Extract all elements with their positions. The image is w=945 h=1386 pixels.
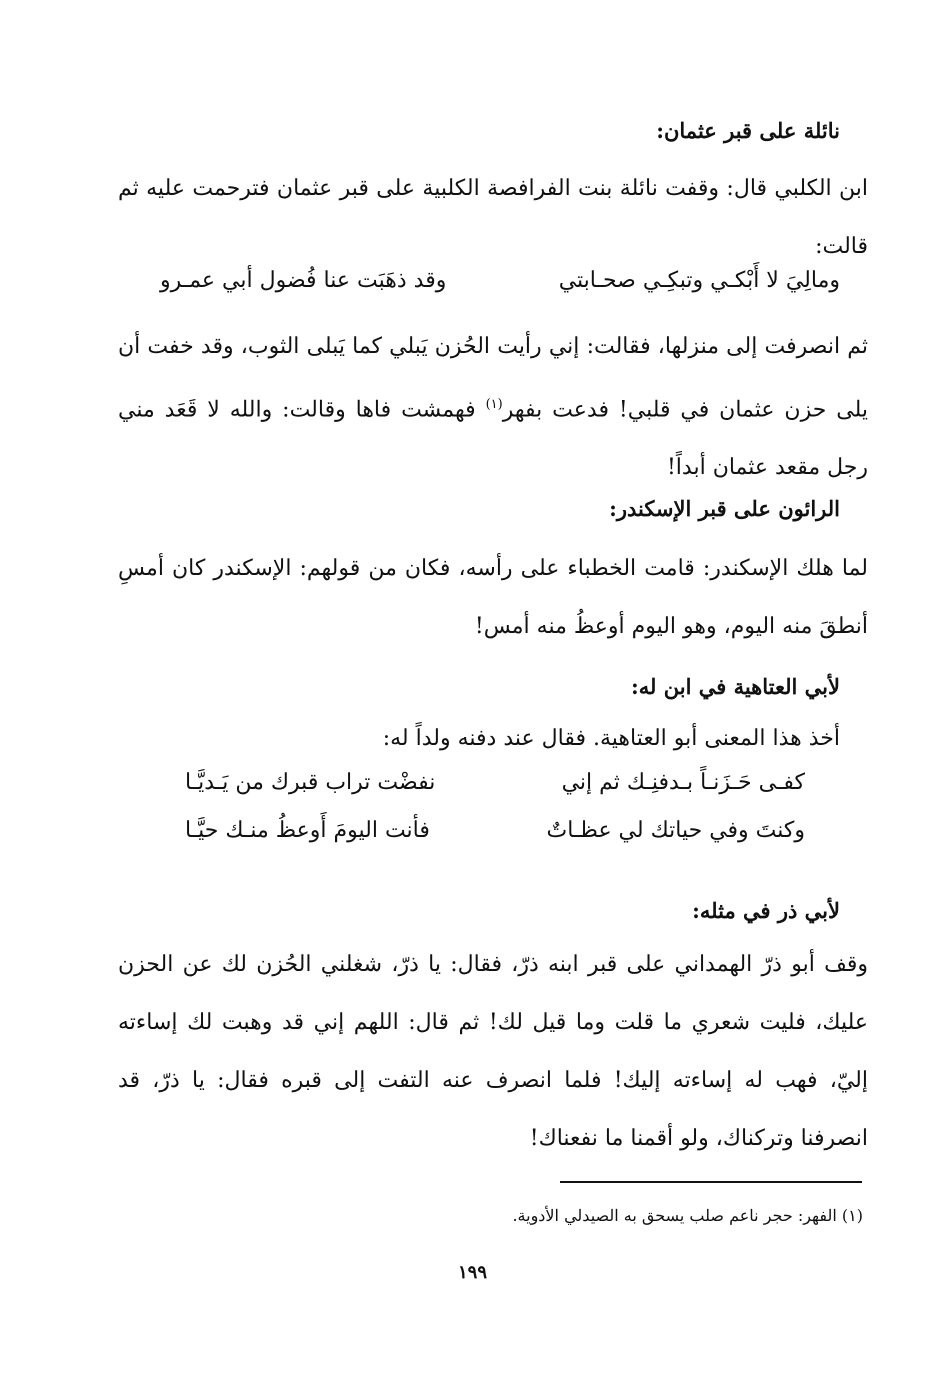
verse2-right-hemistich: وكنتَ وفي حياتك لي عظـاتٌ bbox=[546, 818, 805, 843]
verse2-left-hemistich: فأنت اليومَ أَوعظُ منـك حيَّـا bbox=[185, 818, 430, 843]
paragraph-text: وقف أبو ذرّ الهمداني على قبر ابنه ذرّ، فقال: يا ذرّ، شغلني الحُزن لك عن الحزن عليك، فليت شعري ما قلت وما قيل لك! ثم قال: اللهم إني قد وهبت لك إساءته إليّ، فهب له إساءته إليك! فلما انصرف عنه التفت إلى قبره فقال: يا ذرّ، قد انصرفنا وتركناك، ولو أقمنا ما نفعناك! bbox=[118, 952, 868, 1151]
footnote-marker: (١) bbox=[485, 397, 503, 412]
paragraph-abu-dharr bbox=[118, 936, 868, 1168]
section-heading-abu-atahiya: لأبي العتاهية في ابن له: bbox=[631, 674, 840, 699]
section-heading-alexander: الرائون على قبر الإسكندر: bbox=[609, 496, 840, 521]
verse-right-hemistich: ومالِيَ لا أَبْكـي وتبكِـي صحـابتي bbox=[558, 268, 840, 293]
paragraph-abu-atahiya-intro: أخذ هذا المعنى أبو العتاهية. فقال عند دفنه ولداً له: bbox=[382, 726, 840, 751]
page-number: ١٩٩ bbox=[457, 1262, 487, 1283]
paragraph-naila-body bbox=[118, 318, 868, 497]
paragraph-alexander bbox=[118, 540, 868, 656]
verse1-left-hemistich: نفضْت تراب قبرك من يَـديَّـا bbox=[185, 770, 436, 795]
section-heading-naila: نائلة على قبر عثمان: bbox=[656, 118, 840, 143]
footnote: (١) الفهر: حجر ناعم صلب يسحق به الصيدلي الأدوية. bbox=[512, 1206, 863, 1225]
paragraph-naila-intro bbox=[118, 160, 868, 276]
section-heading-abu-dharr: لأبي ذر في مثله: bbox=[692, 898, 840, 923]
paragraph-text: ابن الكلبي قال: وقفت نائلة بنت الفرافصة الكلبية على قبر عثمان فترحمت عليه ثم قالت: bbox=[118, 176, 868, 259]
paragraph-text: ثم انصرفت إلى منزلها، فقالت: إني رأيت الحُزن يَبلي كما يَبلى الثوب، وقد خفت أن يلى حزن عثمان في قلبي! فدعت بفهر bbox=[118, 334, 868, 423]
verse-left-hemistich: وقد ذهَبَت عنا فُضول أبي عمـرو bbox=[160, 268, 447, 293]
paragraph-text-end: فهمشت فاها وقالت: والله لا قَعَد مني رجل مقعد عثمان أبداً! bbox=[118, 397, 868, 481]
paragraph-text: لما هلك الإسكندر: قامت الخطباء على رأسه، فكان من قولهم: الإسكندر كان أمسِ أنطقَ منه اليوم، وهو اليوم أوعظُ منه أمس! bbox=[118, 556, 868, 639]
footnote-divider bbox=[560, 1181, 862, 1183]
verse1-right-hemistich: كفـى حَـزَنـاً بـدفنِـك ثم إني bbox=[561, 770, 805, 795]
